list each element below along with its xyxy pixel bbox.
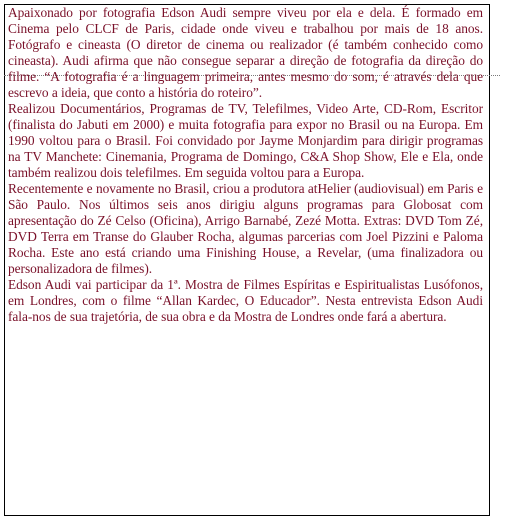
- paragraph-mostra: Edson Audi vai participar da 1ª. Mostra de Filmes Espíritas e Espiritualistas Lusófonos, em Londres, com o filme “Allan Kardec, O Educador”. Nesta entrevista Edson Audi fala-nos de sua trajetória, de sua obra e da Mostra de Londres onde fará a abertura.: [8, 277, 483, 324]
- article-text: [8, 5, 483, 325]
- paragraph-intro: Apaixonado por fotografia Edson Audi sempre viveu por ela e dela. É formado em Cinema pelo CLCF de Paris, cidade onde viveu e trabalhou por mais de 18 anos. Fotógrafo e cineasta (O diretor de cinema ou realizador (é também conhecido como cineasta). Audi afirma que não consegue separar a direção de fotografia da direção do filme. “A fotografia é a linguagem primeira, antes mesmo do som, é através dela que escrevo a ideia, que conto a história do roteiro”.: [8, 5, 483, 100]
- paragraph-career: Realizou Documentários, Programas de TV, Telefilmes, Video Arte, CD-Rom, Escritor (finalista do Jabuti em 2000) e muita fotografia para expor no Brasil ou na Europa. Em 1990 voltou para o Brasil. Foi convidado por Jayme Monjardim para dirigir programas na TV Manchete: Cinemania, Programa de Domingo, C&A Shop Show, Ele e Ela, onde também realizou dois telefilmes. Em seguida voltou para a Europa.: [8, 101, 483, 180]
- paragraph-recent: Recentemente e novamente no Brasil, criou a produtora atHelier (audiovisual) em Paris e São Paulo. Nos últimos seis anos dirigiu alguns programas para Globosat com apresentação do Zé Celso (Oficina), Arrigo Barnabé, Zezé Motta. Extras: DVD Tom Zé, DVD Terra em Transe do Glauber Rocha, algumas parcerias com Joel Pizzini e Paloma Rocha. Este ano está criando uma Finishing House, a Revelar, (uma finalizadora ou personalizadora de filmes).: [8, 181, 483, 276]
